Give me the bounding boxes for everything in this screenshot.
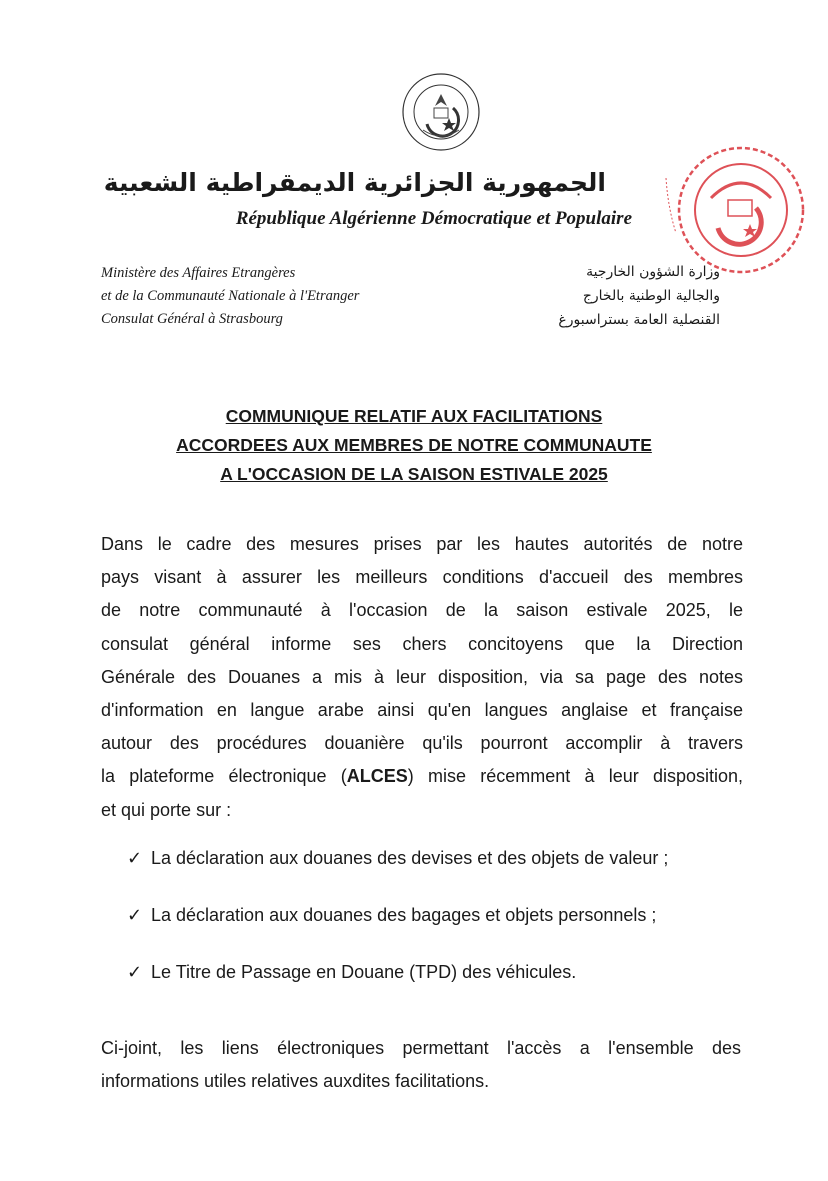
body-text: la plateforme électronique ( (101, 766, 347, 787)
closing-line: informations utiles relatives auxdites facilitations. (101, 1071, 490, 1091)
body-paragraph (101, 528, 743, 827)
ministry-line: القنصلية العامة بستراسبورغ (558, 312, 720, 328)
ministry-line: Consulat Général à Strasbourg (101, 311, 283, 327)
title-line: A L'OCCASION DE LA SAISON ESTIVALE 2025 (220, 464, 608, 484)
body-line: Dans le cadre des mesures prises par les hautes autorités de notre (101, 534, 743, 554)
list-item (127, 848, 668, 869)
ministry-block-arabic (460, 260, 720, 332)
ministry-line: et de la Communauté Nationale à l'Etranger (101, 288, 360, 304)
list-item (127, 905, 656, 926)
body-line: Générale des Douanes a mis à leur disposition, via sa page des notes (101, 666, 743, 687)
body-text: ) mise récemment à leur disposition, (407, 766, 743, 787)
communique-title (100, 402, 728, 489)
ministry-block-french (101, 262, 359, 331)
alces-platform-name: ALCES (346, 766, 408, 787)
list-item-text: La déclaration aux douanes des bagages et objets personnels ; (151, 905, 657, 925)
check-icon: ✓ (127, 905, 143, 926)
body-line: consulat général informe ses chers concitoyens que la Direction (101, 633, 743, 654)
check-icon: ✓ (127, 962, 143, 983)
check-icon: ✓ (127, 848, 143, 869)
title-line: COMMUNIQUE RELATIF AUX FACILITATIONS (225, 406, 603, 426)
body-line: d'information en langue arabe ainsi qu'en langues anglaise et française (101, 700, 743, 721)
header-french-title: République Algérienne Démocratique et Populaire (235, 208, 632, 229)
title-line: ACCORDEES AUX MEMBRES DE NOTRE COMMUNAUTE (176, 435, 652, 455)
body-line: de notre communauté à l'occasion de la saison estivale 2025, le (101, 600, 743, 621)
list-item-text: La déclaration aux douanes des devises et des objets de valeur ; (151, 848, 669, 868)
body-line: et qui porte sur : (101, 799, 232, 820)
national-emblem-icon (401, 72, 481, 152)
ministry-line: والجالية الوطنية بالخارج (582, 288, 720, 304)
ministry-line: وزارة الشؤون الخارجية (586, 264, 720, 280)
body-line: autour des procédures douanière qu'ils pourront accomplir à travers (101, 733, 743, 754)
list-item (127, 962, 576, 983)
consulate-stamp-icon (646, 138, 806, 278)
closing-line: Ci-joint, les liens électroniques permettant l'accès a l'ensemble des (101, 1038, 741, 1058)
closing-paragraph (101, 1032, 741, 1098)
header-arabic-title: الجمهورية الجزائرية الديمقراطية الشعبية (103, 168, 606, 197)
body-line: pays visant à assurer les meilleurs conditions d'accueil des membres (101, 567, 743, 588)
ministry-line: Ministère des Affaires Etrangères (101, 265, 296, 281)
list-item-text: Le Titre de Passage en Douane (TPD) des véhicules. (151, 962, 577, 982)
body-line (101, 760, 743, 793)
